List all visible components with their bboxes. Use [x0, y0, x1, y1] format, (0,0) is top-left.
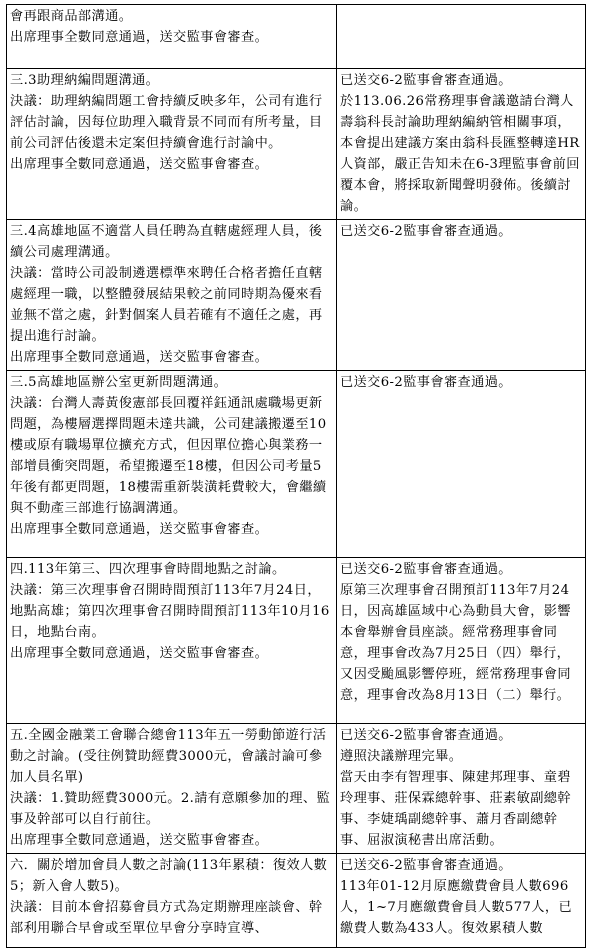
discussion-cell	[7, 724, 337, 854]
table-row	[7, 220, 586, 371]
followup-status-cell	[337, 558, 586, 724]
resolution-text: 決議：當時公司設制遴選標準來聘任合格者擔任直轄處經理一職，以整體發展結果較之前同時期為優來看並無不當之處，針對個案人員若確有不適任之處，再提出進行討論。	[10, 266, 323, 344]
followup-status-cell	[337, 371, 586, 558]
followup-detail-text: 當天由李有智理事、陳建邦理事、童碧玲理事、莊保霖總幹事、莊素敏副總幹事、李婕瑀副總幹事、蕭月香副總幹事、屈淑演秘書出席活動。	[340, 770, 571, 848]
resolution-text: 決議：第三次理事會召開時間預訂113年7月24日，地點高雄；第四次理事會召開時間預訂113年10月16日，地點台南。	[10, 583, 330, 640]
review-status-text: 已送交6-2監事會審查通過。	[340, 375, 512, 390]
agenda-item-text: 會再跟商品部溝通。	[10, 9, 133, 24]
agenda-item-text: 三.5高雄地區辦公室更新問題溝通。	[10, 375, 228, 390]
resolution-text: 決議：1.贊助經費3000元。2.請有意願參加的理、監事及幹部可以自行前往。	[10, 791, 331, 827]
followup-status-cell	[337, 724, 586, 854]
followup-detail-text: 原第三次理事會召開預訂113年7月24日，因高雄區域中心為動員大會，影響本會舉辦會員座談。經常務理事會同意，理事會改為7月25日（四）舉行，又因受颱風影響停班，經常務理事會同意，理事會改為8月13日（二）舉行。	[340, 583, 571, 703]
resolution-tracking-table	[6, 4, 586, 948]
table-row	[7, 69, 586, 220]
discussion-cell	[7, 69, 337, 220]
review-status-text: 已送交6-2監事會審查通過。	[340, 73, 512, 88]
followup-detail-text: 113年01-12月原應繳費會員人數696人，1~7月應繳費會員人數577人，已繳費人數為433人。復效累積人數	[340, 879, 573, 936]
table-row	[7, 371, 586, 558]
discussion-cell	[7, 371, 337, 558]
agenda-item-text: 三.4高雄地區不適當人員任聘為直轄處經理人員，後續公司處理溝通。	[10, 224, 323, 260]
table-row	[7, 854, 586, 948]
agenda-item-text: 五.全國金融業工會聯合總會113年五一勞動節遊行活動之討論。(受往例贊助經費3000元，會議討論可參加人員名單)	[10, 728, 327, 785]
table-row	[7, 724, 586, 854]
minutes-document	[6, 4, 584, 948]
discussion-cell	[7, 558, 337, 724]
agenda-item-text: 三.3助理納編問題溝通。	[10, 73, 160, 88]
review-status-text: 已送交6-2監事會審查通過。	[340, 562, 512, 577]
table-body	[7, 5, 586, 948]
followup-status-cell	[337, 220, 586, 371]
followup-status-cell	[337, 69, 586, 220]
discussion-cell	[7, 220, 337, 371]
resolution-text: 出席理事全數同意通過，送交監事會審查。	[10, 30, 269, 45]
resolution-text: 出席理事全數同意通過，送交監事會審查。	[10, 157, 269, 172]
resolution-text: 決議：助理納編問題工會持續反映多年，公司有進行評估討論，因每位助理入職背景不同而有所考量，目前公司評估後還未定案但持續會進行討論中。	[10, 94, 323, 151]
table-row	[7, 5, 586, 69]
review-status-text: 已送交6-2監事會審查通過。	[340, 858, 512, 873]
resolution-text: 出席理事全數同意通過，送交監事會審查。	[10, 350, 269, 365]
followup-status-cell	[337, 854, 586, 948]
resolution-text: 出席理事全數同意通過，送交監事會審查。	[10, 646, 269, 661]
review-status-text: 已送交6-2監事會審查通過。	[340, 224, 512, 239]
review-status-text: 已送交6-2監事會審查通過。	[340, 728, 512, 743]
resolution-text: 決議：目前本會招募會員方式為定期辦理座談會、幹部利用聯合早會或至單位早會分享時宣導、	[10, 900, 323, 936]
resolution-text: 出席理事全數同意通過，送交監事會審查。	[10, 522, 269, 537]
table-row	[7, 558, 586, 724]
resolution-text: 決議：台灣人壽黃俊憲部長回覆祥鈺通訊處職場更新問題，為樓層選擇問題未達共識，公司建議搬遷至10樓或原有職場單位擴充方式，但因單位擔心與業務一部增員衝突問題，希望搬遷至18樓，但因公司考量5年後有都更問題，18樓需重新裝潢耗費較大，會繼續與不動產三部進行協調溝通。	[10, 396, 327, 516]
discussion-cell	[7, 854, 337, 948]
followup-status-cell	[337, 5, 586, 69]
agenda-item-text: 六．關於增加會員人數之討論(113年累積：復效人數5；新入會人數5)。	[10, 858, 328, 894]
followup-detail-text: 遵照決議辦理完畢。	[340, 749, 463, 764]
discussion-cell	[7, 5, 337, 69]
resolution-text: 出席理事全數同意通過，送交監事會審查。	[10, 833, 269, 848]
followup-detail-text: 於113.06.26常務理事會議邀請台灣人壽翁科長討論助理納編納管相關事項，本會提出建議方案由翁科長匯整轉達HR人資部，嚴正告知未在6-3理監事會前回覆本會，將採取新聞聲明發佈。後續討論。	[340, 94, 580, 214]
agenda-item-text: 四.113年第三、四次理事會時間地點之討論。	[10, 562, 286, 577]
